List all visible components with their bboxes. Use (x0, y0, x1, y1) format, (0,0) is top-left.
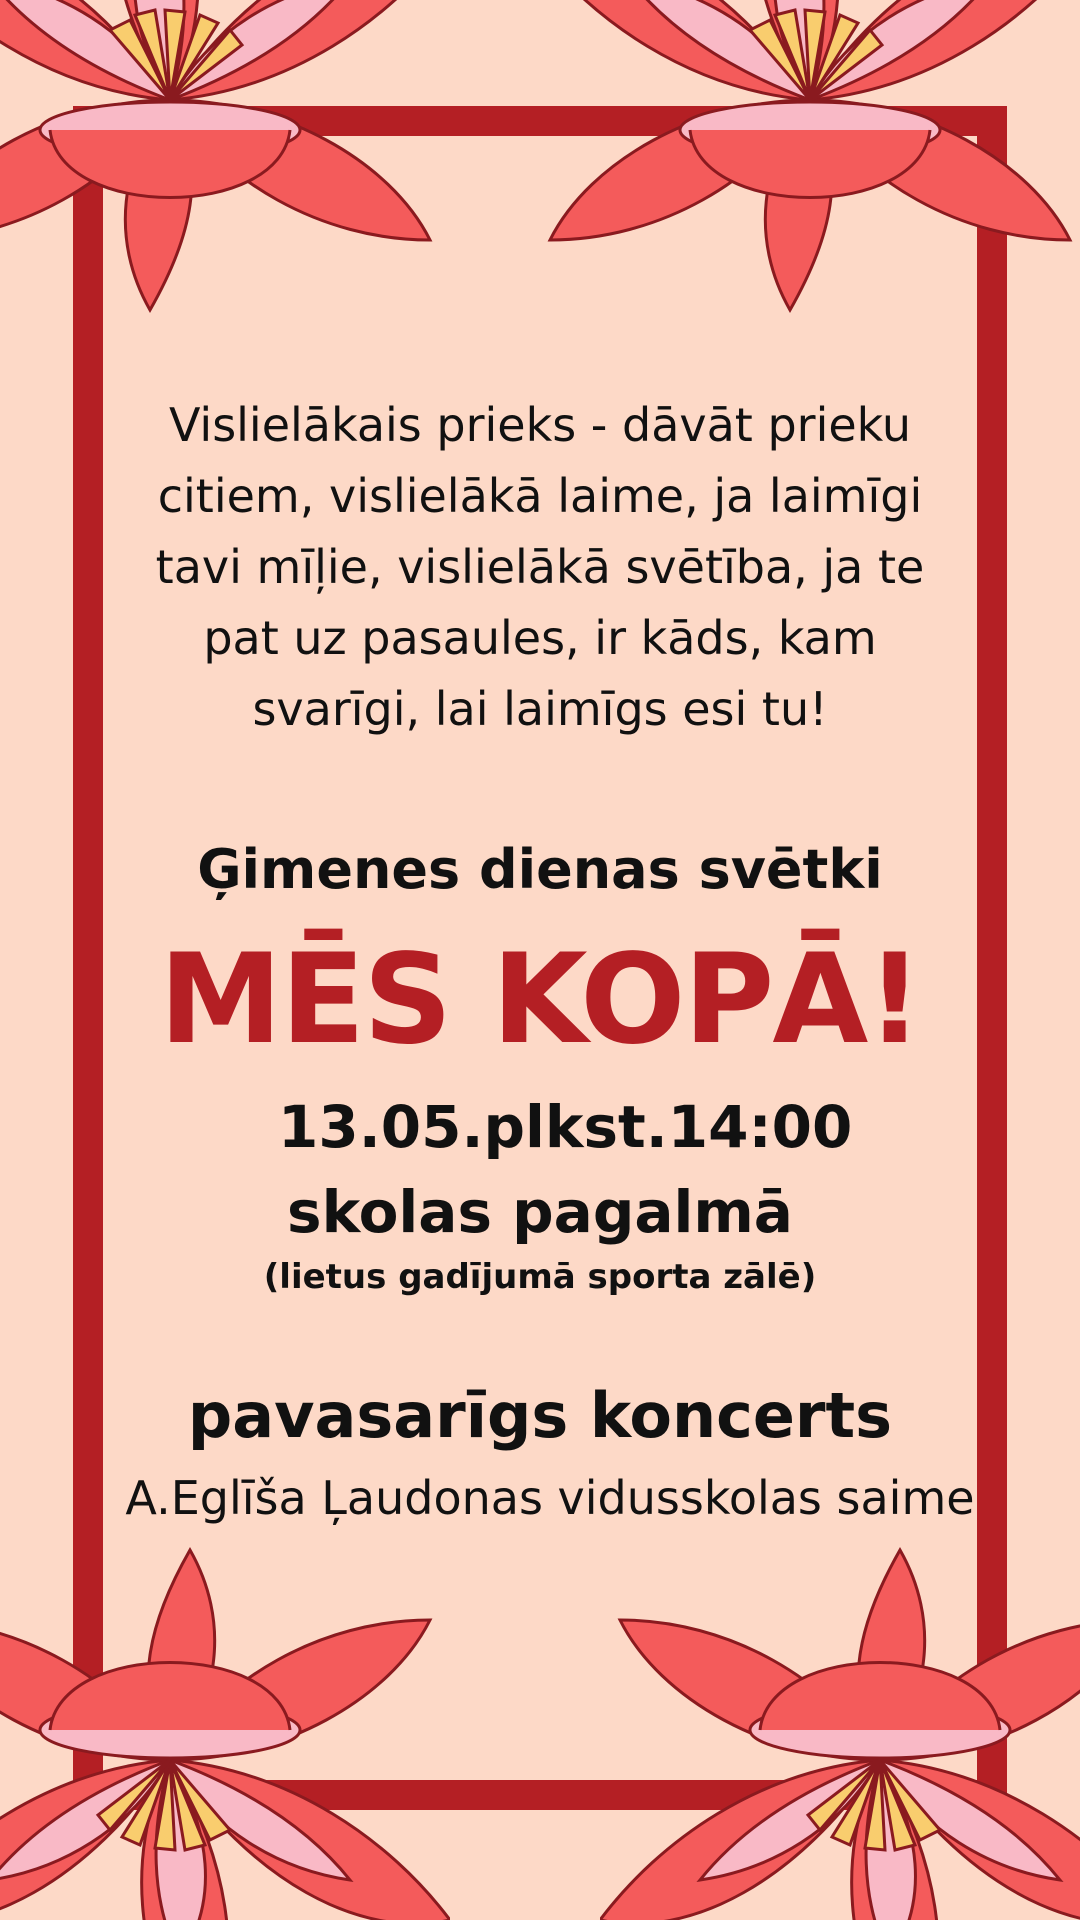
flower-top-right-icon (530, 0, 1080, 360)
flower-bottom-right-icon (600, 1500, 1080, 1920)
main-title: MĒS KOPĀ! (159, 928, 921, 1072)
rain-note: (lietus gadījumā sporta zālē) (263, 1257, 817, 1297)
flower-bottom-left-icon (0, 1500, 450, 1920)
event-date-time: 13.05.plkst.14:00 (278, 1093, 853, 1161)
event-location: skolas pagalmā (287, 1178, 793, 1246)
program-item: pavasarīgs koncerts (187, 1379, 893, 1452)
event-title: Ģimenes dienas svētki (197, 838, 883, 901)
organizer-text: A.Eglīša Ļaudonas vidusskolas saime (125, 1471, 975, 1525)
flower-top-left-icon (0, 0, 450, 360)
quote-text: Vislielākais prieks - dāvāt prieku citiem, vislielākā laime, ja laimīgi tavi mīļie, vislielākā svētība, ja te pat uz pasaules, ir kāds, kam svarīgi, lai laimīgs esi tu! (155, 398, 925, 736)
